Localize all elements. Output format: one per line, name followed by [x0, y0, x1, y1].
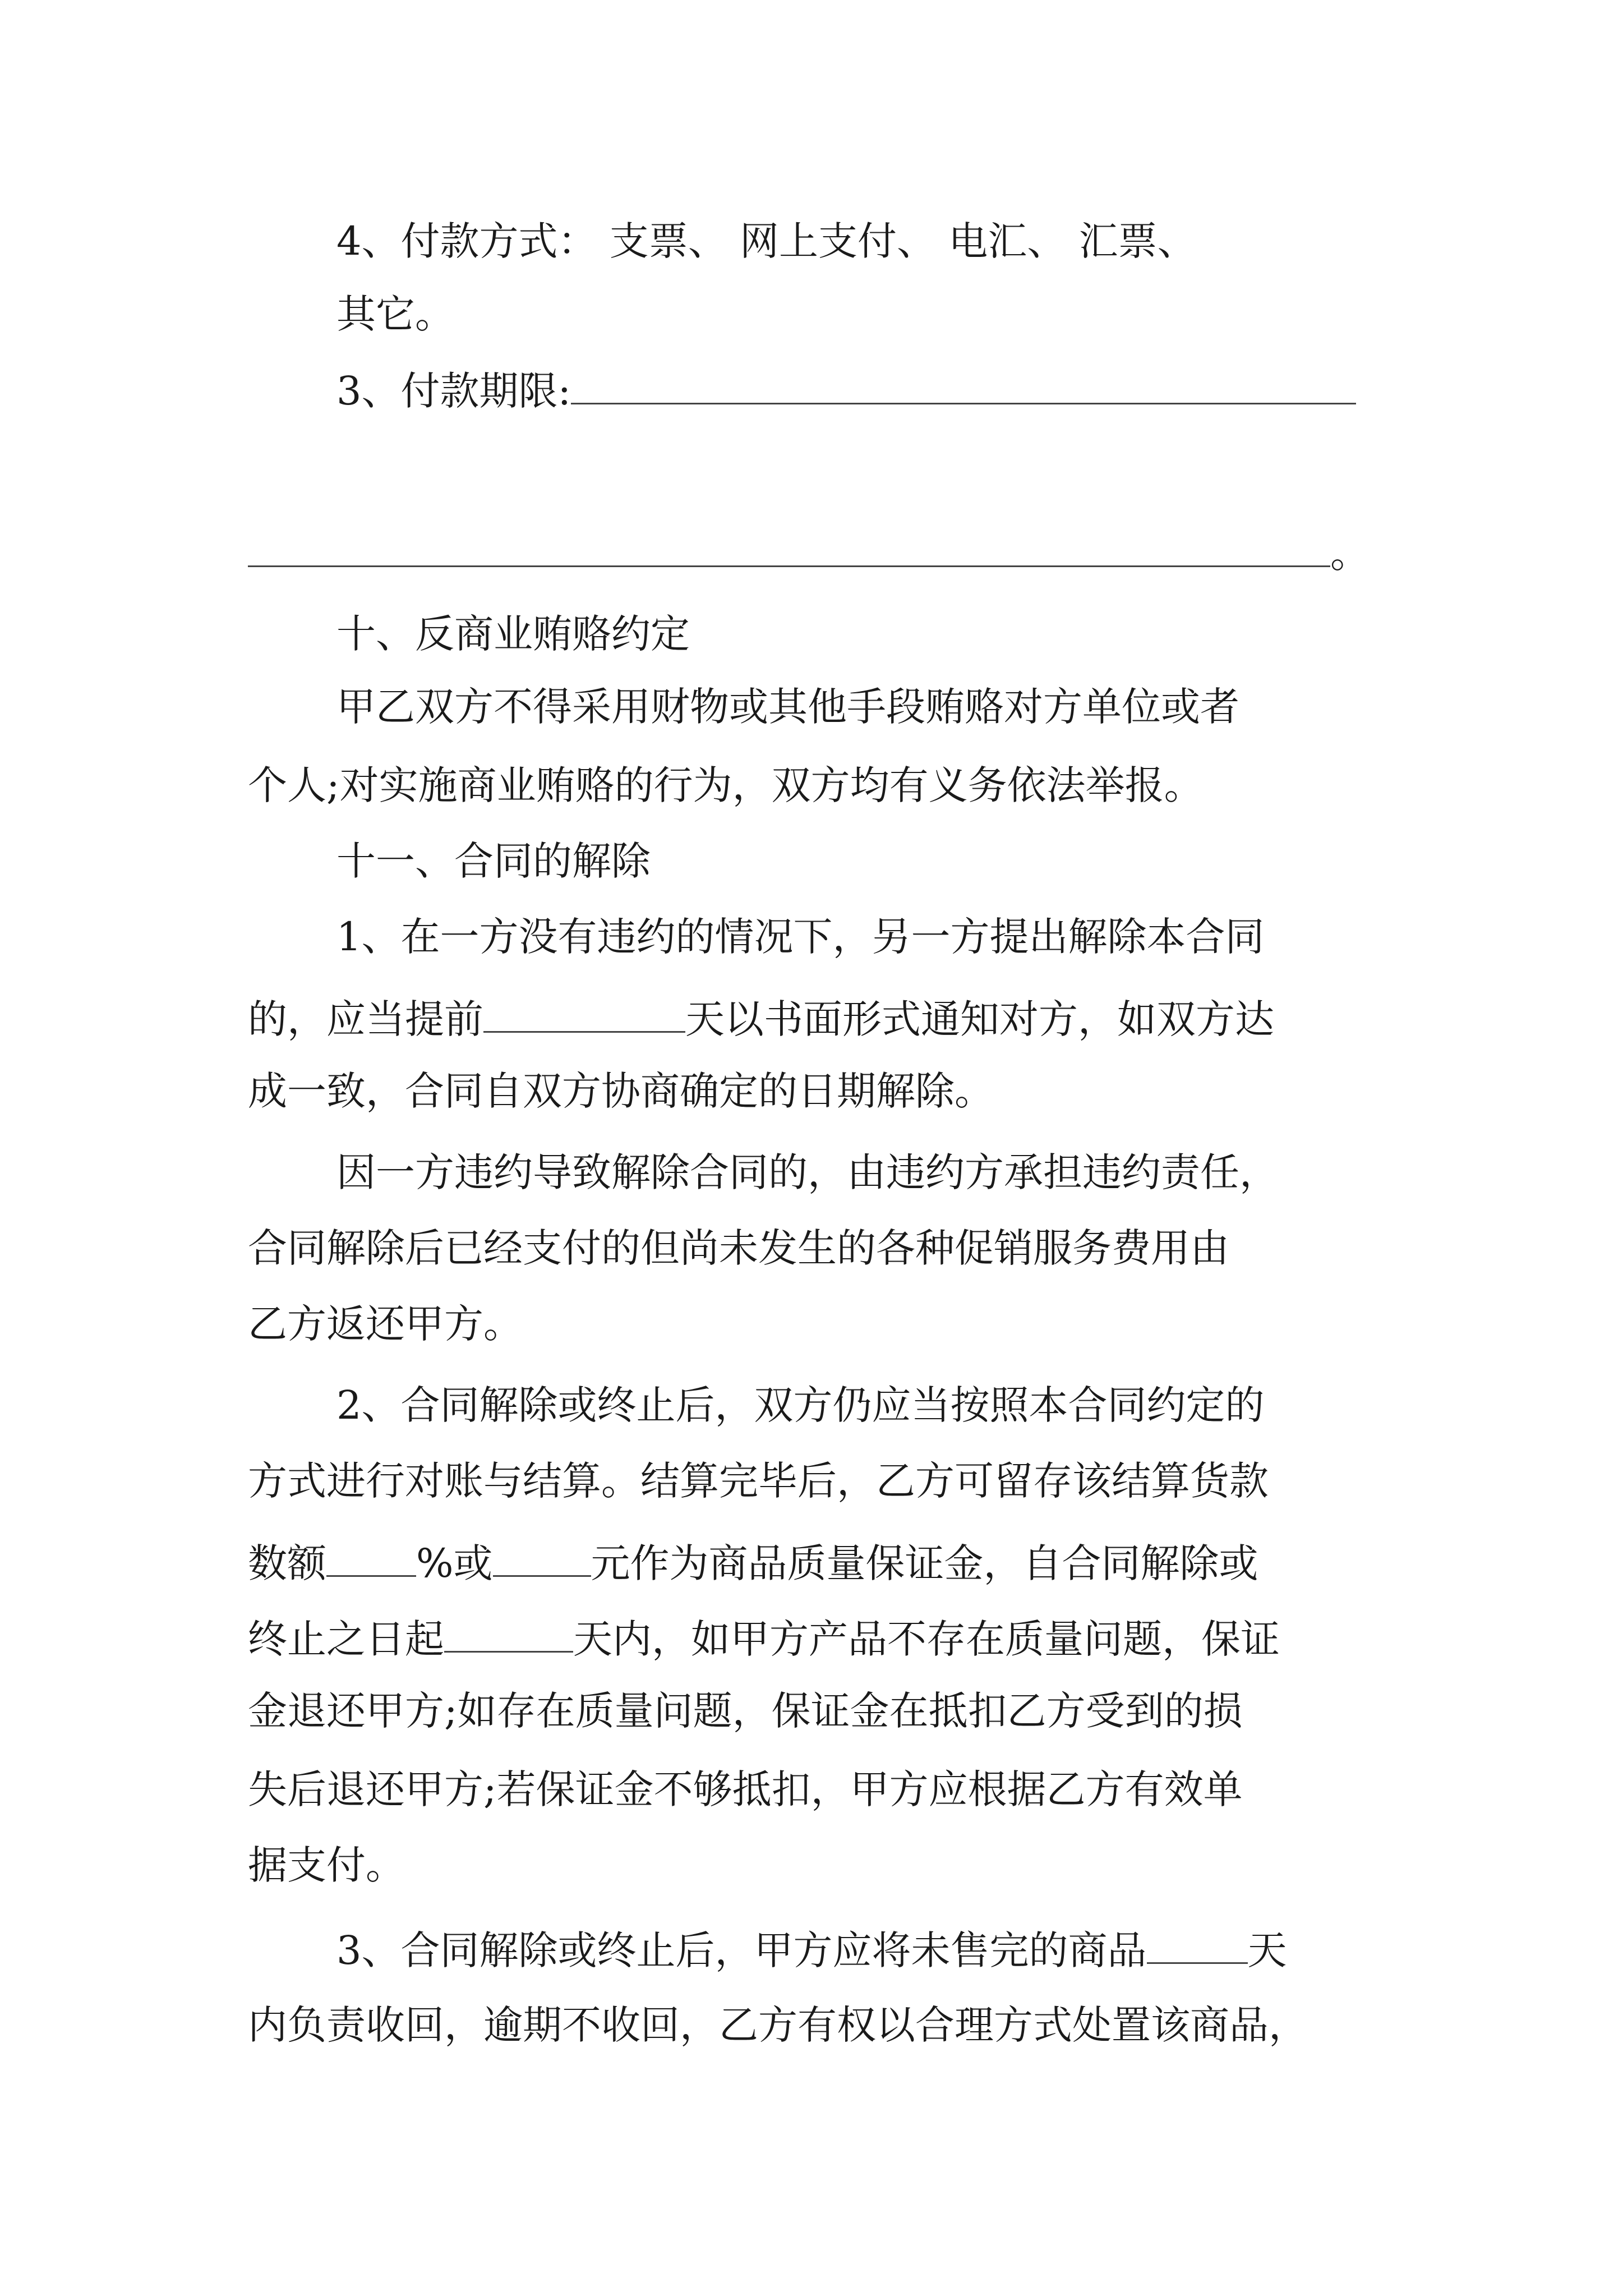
payment-term-continuation — [248, 522, 1370, 582]
recall-days-blank — [1147, 1918, 1248, 1964]
clause-1b-line: 因一方违约导致解除合同的，由违约方承担违约责任， — [336, 1149, 1279, 1195]
clause-1-text: 天以书面形式通知对方，如双方达 — [685, 996, 1274, 1042]
clause-3-line: 内负责收回，逾期不收回，乙方有权以合理方式处置该商品， — [248, 2002, 1308, 2048]
clause-2-text: 数额 — [248, 1540, 326, 1586]
clause-1-line: 成一致，合同自双方协商确定的日期解除。 — [248, 1068, 994, 1114]
clause-1b-line: 乙方返还甲方。 — [248, 1301, 523, 1347]
deposit-amount-blank — [493, 1531, 591, 1577]
clause-2-text: 元作为商品质量保证金，自合同解除或 — [591, 1540, 1258, 1586]
clause-3-text: 3、合同解除或终止后，甲方应将未售完的商品 — [336, 1927, 1147, 1973]
clause-2-line: 据支付。 — [248, 1842, 405, 1888]
clause-3-line — [336, 1918, 1287, 1978]
clause-2-text: 天内，如甲方产品不存在质量问题，保证 — [573, 1616, 1280, 1662]
notice-days-blank — [483, 987, 685, 1033]
payment-term-line — [336, 359, 1356, 419]
payment-term-blank-2 — [248, 522, 1330, 567]
section-11-heading: 十一、合同的解除 — [336, 838, 651, 884]
deposit-percent-blank — [326, 1531, 416, 1577]
section-10-paragraph-line: 甲乙双方不得采用财物或其他手段贿赂对方单位或者 — [336, 684, 1239, 730]
clause-2-text: 终止之日起 — [248, 1616, 444, 1662]
clause-1-line: 1、在一方没有违约的情况下，另一方提出解除本合同 — [336, 914, 1265, 960]
clause-2-line — [248, 1607, 1280, 1667]
payment-term-label: 3、付款期限: — [336, 368, 571, 414]
section-10-paragraph-line: 个人;对实施商业贿赂的行为，双方均有义务依法举报。 — [248, 762, 1204, 808]
clause-2-text: %或 — [416, 1540, 493, 1586]
clause-1b-line: 合同解除后已经支付的但尚未发生的各种促销服务费用由 — [248, 1225, 1229, 1271]
section-10-heading: 十、反商业贿赂约定 — [336, 611, 690, 657]
payment-term-blank — [571, 359, 1356, 404]
refund-days-blank — [444, 1607, 573, 1653]
payment-method-line-2: 其它。 — [336, 291, 454, 337]
clause-1-line — [248, 987, 1274, 1047]
clause-3-text: 天 — [1247, 1927, 1287, 1973]
clause-1-text: 的，应当提前 — [248, 996, 483, 1042]
clause-2-line: 方式进行对账与结算。结算完毕后，乙方可留存该结算货款 — [248, 1458, 1269, 1504]
payment-term-end: 。 — [1330, 531, 1370, 577]
clause-2-line: 失后退还甲方;若保证金不够抵扣，甲方应根据乙方有效单 — [248, 1766, 1243, 1812]
clause-2-line — [248, 1531, 1258, 1591]
clause-2-line: 2、合同解除或终止后，双方仍应当按照本合同约定的 — [336, 1382, 1265, 1428]
clause-2-line: 金退还甲方;如存在质量问题，保证金在抵扣乙方受到的损 — [248, 1688, 1243, 1734]
payment-method-line: 4、付款方式： 支票、 网上支付、 电汇、 汇票、 — [336, 218, 1197, 264]
